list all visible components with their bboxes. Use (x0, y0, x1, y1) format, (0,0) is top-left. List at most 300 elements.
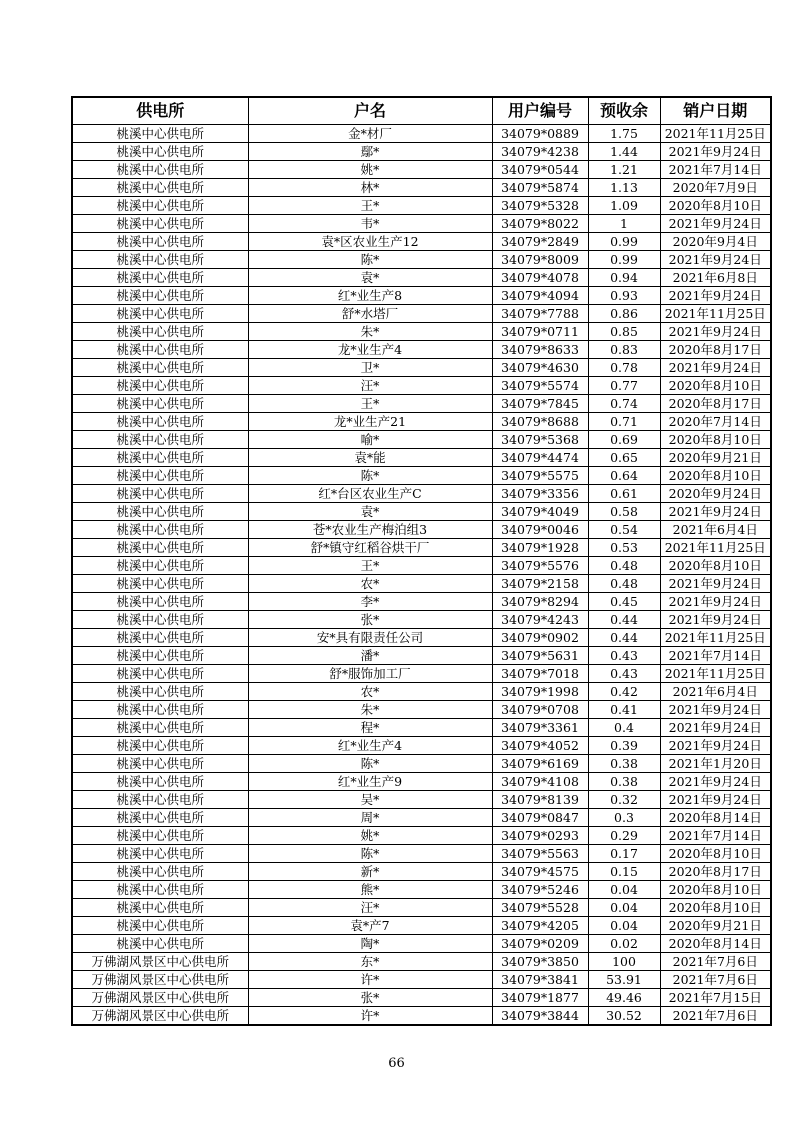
cell-closure-date: 2021年7月6日 (660, 1007, 771, 1026)
cell-prepaid-balance: 1 (588, 215, 660, 233)
table-row (72, 413, 771, 431)
cell-account-id: 34079*6169 (492, 755, 588, 773)
cell-prepaid-balance: 0.54 (588, 521, 660, 539)
table-body (72, 125, 771, 1026)
cell-account-name: 红*台区农业生产C (248, 485, 492, 503)
table-row (72, 593, 771, 611)
cell-account-name: 龙*业生产21 (248, 413, 492, 431)
cell-station: 桃溪中心供电所 (72, 809, 248, 827)
cell-account-name: 王* (248, 197, 492, 215)
cell-closure-date: 2020年8月17日 (660, 863, 771, 881)
cell-prepaid-balance: 0.15 (588, 863, 660, 881)
cell-prepaid-balance: 0.83 (588, 341, 660, 359)
cell-closure-date: 2021年9月24日 (660, 575, 771, 593)
cell-closure-date: 2021年7月14日 (660, 647, 771, 665)
cell-closure-date: 2021年9月24日 (660, 593, 771, 611)
cell-account-name: 袁* (248, 269, 492, 287)
table-row (72, 701, 771, 719)
cell-closure-date: 2021年9月24日 (660, 503, 771, 521)
cell-account-id: 34079*0847 (492, 809, 588, 827)
header-account-name: 户名 (248, 97, 492, 125)
cell-account-name: 安*具有限责任公司 (248, 629, 492, 647)
cell-account-id: 34079*4205 (492, 917, 588, 935)
cell-closure-date: 2020年8月17日 (660, 341, 771, 359)
cell-prepaid-balance: 0.44 (588, 629, 660, 647)
cell-account-id: 34079*8633 (492, 341, 588, 359)
cell-station: 万佛湖风景区中心供电所 (72, 971, 248, 989)
cell-station: 桃溪中心供电所 (72, 737, 248, 755)
cell-station: 桃溪中心供电所 (72, 899, 248, 917)
cell-station: 桃溪中心供电所 (72, 251, 248, 269)
cell-account-id: 34079*3361 (492, 719, 588, 737)
cell-account-id: 34079*0046 (492, 521, 588, 539)
cell-station: 桃溪中心供电所 (72, 503, 248, 521)
cell-account-id: 34079*2849 (492, 233, 588, 251)
cell-closure-date: 2021年9月24日 (660, 359, 771, 377)
cell-prepaid-balance: 0.39 (588, 737, 660, 755)
cell-account-name: 潘* (248, 647, 492, 665)
cell-account-name: 新* (248, 863, 492, 881)
cell-station: 桃溪中心供电所 (72, 431, 248, 449)
cell-closure-date: 2020年8月14日 (660, 935, 771, 953)
table-row (72, 773, 771, 791)
cell-station: 万佛湖风景区中心供电所 (72, 989, 248, 1007)
cell-station: 桃溪中心供电所 (72, 449, 248, 467)
cell-account-name: 韦* (248, 215, 492, 233)
cell-account-name: 王* (248, 395, 492, 413)
cell-prepaid-balance: 0.29 (588, 827, 660, 845)
cell-closure-date: 2020年8月10日 (660, 377, 771, 395)
table-row (72, 683, 771, 701)
cell-account-id: 34079*5631 (492, 647, 588, 665)
cell-closure-date: 2021年9月24日 (660, 611, 771, 629)
cell-closure-date: 2020年8月10日 (660, 197, 771, 215)
cell-account-name: 卫* (248, 359, 492, 377)
cell-station: 桃溪中心供电所 (72, 881, 248, 899)
cell-account-name: 李* (248, 593, 492, 611)
cell-account-id: 34079*4049 (492, 503, 588, 521)
table-row (72, 179, 771, 197)
header-prepaid-balance: 预收余 (588, 97, 660, 125)
cell-station: 桃溪中心供电所 (72, 773, 248, 791)
cell-account-id: 34079*0889 (492, 125, 588, 143)
cell-account-id: 34079*7018 (492, 665, 588, 683)
table-row (72, 791, 771, 809)
cell-closure-date: 2020年8月10日 (660, 467, 771, 485)
cell-account-name: 鄢* (248, 143, 492, 161)
table-row (72, 215, 771, 233)
cell-station: 桃溪中心供电所 (72, 917, 248, 935)
table-row (72, 557, 771, 575)
cell-prepaid-balance: 1.44 (588, 143, 660, 161)
cell-account-name: 汪* (248, 377, 492, 395)
table-row (72, 377, 771, 395)
table-row (72, 629, 771, 647)
cell-account-id: 34079*3841 (492, 971, 588, 989)
cell-account-name: 袁* (248, 503, 492, 521)
cell-account-name: 红*业生产4 (248, 737, 492, 755)
cell-station: 桃溪中心供电所 (72, 233, 248, 251)
table-row (72, 737, 771, 755)
table-row (72, 269, 771, 287)
cell-closure-date: 2021年6月4日 (660, 521, 771, 539)
table-row (72, 1007, 771, 1026)
cell-prepaid-balance: 0.44 (588, 611, 660, 629)
cell-closure-date: 2021年11月25日 (660, 665, 771, 683)
cell-station: 桃溪中心供电所 (72, 377, 248, 395)
cell-closure-date: 2021年7月6日 (660, 971, 771, 989)
cell-account-name: 农* (248, 683, 492, 701)
cell-account-name: 姚* (248, 161, 492, 179)
cell-closure-date: 2021年11月25日 (660, 629, 771, 647)
table-row (72, 431, 771, 449)
cell-account-id: 34079*3850 (492, 953, 588, 971)
cell-station: 桃溪中心供电所 (72, 665, 248, 683)
cell-station: 桃溪中心供电所 (72, 467, 248, 485)
cell-prepaid-balance: 0.93 (588, 287, 660, 305)
cell-account-name: 程* (248, 719, 492, 737)
table-row (72, 161, 771, 179)
table-row (72, 485, 771, 503)
cell-account-name: 张* (248, 989, 492, 1007)
cell-station: 桃溪中心供电所 (72, 143, 248, 161)
table-row (72, 647, 771, 665)
table-row (72, 467, 771, 485)
cell-station: 桃溪中心供电所 (72, 161, 248, 179)
cell-account-id: 34079*4078 (492, 269, 588, 287)
table-row (72, 665, 771, 683)
cell-account-name: 周* (248, 809, 492, 827)
cell-prepaid-balance: 1.13 (588, 179, 660, 197)
table-row (72, 305, 771, 323)
cell-account-name: 舒*服饰加工厂 (248, 665, 492, 683)
cell-station: 桃溪中心供电所 (72, 287, 248, 305)
cell-closure-date: 2021年11月25日 (660, 305, 771, 323)
cell-closure-date: 2020年8月10日 (660, 899, 771, 917)
cell-prepaid-balance: 1.75 (588, 125, 660, 143)
cell-account-id: 34079*0544 (492, 161, 588, 179)
cell-prepaid-balance: 0.48 (588, 575, 660, 593)
cell-prepaid-balance: 53.91 (588, 971, 660, 989)
cell-closure-date: 2020年8月10日 (660, 881, 771, 899)
cell-account-name: 王* (248, 557, 492, 575)
cell-prepaid-balance: 1.21 (588, 161, 660, 179)
table-row (72, 125, 771, 143)
cell-account-id: 34079*4108 (492, 773, 588, 791)
table-row (72, 575, 771, 593)
cell-account-id: 34079*4052 (492, 737, 588, 755)
cell-account-name: 袁*产7 (248, 917, 492, 935)
table-row (72, 197, 771, 215)
table-row (72, 863, 771, 881)
cell-prepaid-balance: 100 (588, 953, 660, 971)
cell-closure-date: 2020年9月4日 (660, 233, 771, 251)
cell-station: 桃溪中心供电所 (72, 485, 248, 503)
cell-account-id: 34079*8294 (492, 593, 588, 611)
table-row (72, 143, 771, 161)
cell-station: 桃溪中心供电所 (72, 935, 248, 953)
cell-account-id: 34079*1998 (492, 683, 588, 701)
cell-account-name: 袁*区农业生产12 (248, 233, 492, 251)
cell-account-name: 舒*水塔厂 (248, 305, 492, 323)
cell-account-name: 朱* (248, 701, 492, 719)
cell-prepaid-balance: 0.58 (588, 503, 660, 521)
cell-account-id: 34079*0708 (492, 701, 588, 719)
cell-account-name: 朱* (248, 323, 492, 341)
account-closure-table (71, 96, 772, 1026)
cell-closure-date: 2021年11月25日 (660, 125, 771, 143)
cell-closure-date: 2021年9月24日 (660, 701, 771, 719)
cell-account-name: 许* (248, 1007, 492, 1026)
cell-closure-date: 2020年8月17日 (660, 395, 771, 413)
cell-prepaid-balance: 0.85 (588, 323, 660, 341)
cell-account-id: 34079*1928 (492, 539, 588, 557)
table-row (72, 233, 771, 251)
cell-prepaid-balance: 0.45 (588, 593, 660, 611)
cell-account-name: 红*业生产9 (248, 773, 492, 791)
cell-account-id: 34079*3356 (492, 485, 588, 503)
cell-prepaid-balance: 0.99 (588, 251, 660, 269)
cell-account-name: 苍*农业生产梅泊组3 (248, 521, 492, 539)
cell-station: 桃溪中心供电所 (72, 539, 248, 557)
cell-account-id: 34079*1877 (492, 989, 588, 1007)
cell-account-id: 34079*4474 (492, 449, 588, 467)
table-row (72, 521, 771, 539)
cell-station: 万佛湖风景区中心供电所 (72, 1007, 248, 1026)
cell-closure-date: 2021年6月8日 (660, 269, 771, 287)
cell-account-id: 34079*0209 (492, 935, 588, 953)
table-row (72, 809, 771, 827)
cell-account-id: 34079*8022 (492, 215, 588, 233)
cell-closure-date: 2021年7月15日 (660, 989, 771, 1007)
cell-account-id: 34079*0711 (492, 323, 588, 341)
cell-prepaid-balance: 0.71 (588, 413, 660, 431)
cell-station: 桃溪中心供电所 (72, 755, 248, 773)
cell-account-id: 34079*5563 (492, 845, 588, 863)
cell-closure-date: 2020年8月14日 (660, 809, 771, 827)
cell-account-name: 金*材厂 (248, 125, 492, 143)
cell-station: 桃溪中心供电所 (72, 827, 248, 845)
cell-closure-date: 2021年7月14日 (660, 827, 771, 845)
cell-account-name: 熊* (248, 881, 492, 899)
cell-account-id: 34079*4575 (492, 863, 588, 881)
cell-account-name: 舒*镇守红稻谷烘干厂 (248, 539, 492, 557)
cell-prepaid-balance: 0.94 (588, 269, 660, 287)
table-row (72, 323, 771, 341)
cell-account-id: 34079*7788 (492, 305, 588, 323)
table-row (72, 881, 771, 899)
cell-closure-date: 2020年9月21日 (660, 917, 771, 935)
cell-prepaid-balance: 0.38 (588, 755, 660, 773)
cell-account-id: 34079*5874 (492, 179, 588, 197)
cell-prepaid-balance: 30.52 (588, 1007, 660, 1026)
table-row (72, 359, 771, 377)
cell-station: 桃溪中心供电所 (72, 611, 248, 629)
cell-account-name: 喻* (248, 431, 492, 449)
cell-account-name: 许* (248, 971, 492, 989)
cell-prepaid-balance: 0.41 (588, 701, 660, 719)
table-row (72, 989, 771, 1007)
cell-prepaid-balance: 0.17 (588, 845, 660, 863)
cell-closure-date: 2020年7月14日 (660, 413, 771, 431)
cell-account-id: 34079*5574 (492, 377, 588, 395)
table-row (72, 899, 771, 917)
cell-prepaid-balance: 0.65 (588, 449, 660, 467)
cell-station: 桃溪中心供电所 (72, 413, 248, 431)
cell-account-id: 34079*4243 (492, 611, 588, 629)
cell-closure-date: 2021年9月24日 (660, 143, 771, 161)
cell-prepaid-balance: 0.3 (588, 809, 660, 827)
cell-prepaid-balance: 0.53 (588, 539, 660, 557)
cell-prepaid-balance: 0.78 (588, 359, 660, 377)
page-number: 66 (388, 1056, 405, 1071)
cell-account-name: 陈* (248, 251, 492, 269)
cell-closure-date: 2020年8月10日 (660, 431, 771, 449)
cell-station: 桃溪中心供电所 (72, 359, 248, 377)
cell-prepaid-balance: 0.99 (588, 233, 660, 251)
cell-prepaid-balance: 0.4 (588, 719, 660, 737)
cell-prepaid-balance: 0.04 (588, 899, 660, 917)
cell-account-id: 34079*8139 (492, 791, 588, 809)
cell-prepaid-balance: 0.69 (588, 431, 660, 449)
cell-station: 桃溪中心供电所 (72, 323, 248, 341)
cell-account-id: 34079*5368 (492, 431, 588, 449)
header-closure-date: 销户日期 (660, 97, 771, 125)
table-row (72, 287, 771, 305)
table-row (72, 953, 771, 971)
cell-closure-date: 2021年1月20日 (660, 755, 771, 773)
cell-station: 桃溪中心供电所 (72, 125, 248, 143)
cell-station: 桃溪中心供电所 (72, 305, 248, 323)
cell-closure-date: 2021年9月24日 (660, 737, 771, 755)
cell-closure-date: 2021年9月24日 (660, 773, 771, 791)
cell-station: 桃溪中心供电所 (72, 395, 248, 413)
cell-prepaid-balance: 0.32 (588, 791, 660, 809)
cell-account-name: 吴* (248, 791, 492, 809)
header-station: 供电所 (72, 97, 248, 125)
cell-account-id: 34079*5576 (492, 557, 588, 575)
cell-station: 桃溪中心供电所 (72, 269, 248, 287)
cell-closure-date: 2021年9月24日 (660, 719, 771, 737)
cell-account-name: 林* (248, 179, 492, 197)
cell-prepaid-balance: 0.61 (588, 485, 660, 503)
cell-prepaid-balance: 0.86 (588, 305, 660, 323)
cell-account-id: 34079*0902 (492, 629, 588, 647)
table-row (72, 935, 771, 953)
cell-account-name: 陈* (248, 845, 492, 863)
cell-station: 桃溪中心供电所 (72, 179, 248, 197)
cell-prepaid-balance: 0.43 (588, 665, 660, 683)
cell-account-name: 东* (248, 953, 492, 971)
table-row (72, 755, 771, 773)
cell-prepaid-balance: 0.04 (588, 881, 660, 899)
cell-prepaid-balance: 0.02 (588, 935, 660, 953)
cell-closure-date: 2021年7月6日 (660, 953, 771, 971)
cell-prepaid-balance: 0.74 (588, 395, 660, 413)
cell-account-id: 34079*7845 (492, 395, 588, 413)
cell-account-name: 袁*能 (248, 449, 492, 467)
cell-account-name: 姚* (248, 827, 492, 845)
cell-prepaid-balance: 0.43 (588, 647, 660, 665)
table-row (72, 917, 771, 935)
cell-prepaid-balance: 0.38 (588, 773, 660, 791)
cell-account-id: 34079*2158 (492, 575, 588, 593)
table-row (72, 719, 771, 737)
cell-closure-date: 2021年9月24日 (660, 215, 771, 233)
cell-closure-date: 2021年11月25日 (660, 539, 771, 557)
cell-closure-date: 2021年7月14日 (660, 161, 771, 179)
cell-station: 万佛湖风景区中心供电所 (72, 953, 248, 971)
cell-station: 桃溪中心供电所 (72, 647, 248, 665)
cell-station: 桃溪中心供电所 (72, 845, 248, 863)
table-row (72, 611, 771, 629)
cell-closure-date: 2020年8月10日 (660, 557, 771, 575)
header-row (72, 97, 771, 125)
cell-closure-date: 2021年9月24日 (660, 323, 771, 341)
cell-account-name: 农* (248, 575, 492, 593)
cell-account-name: 陶* (248, 935, 492, 953)
cell-account-name: 陈* (248, 467, 492, 485)
table-row (72, 827, 771, 845)
cell-closure-date: 2020年9月21日 (660, 449, 771, 467)
cell-account-id: 34079*4238 (492, 143, 588, 161)
table-row (72, 251, 771, 269)
cell-prepaid-balance: 49.46 (588, 989, 660, 1007)
cell-station: 桃溪中心供电所 (72, 575, 248, 593)
cell-account-id: 34079*0293 (492, 827, 588, 845)
cell-account-name: 张* (248, 611, 492, 629)
table-header (72, 97, 771, 125)
cell-station: 桃溪中心供电所 (72, 701, 248, 719)
cell-station: 桃溪中心供电所 (72, 629, 248, 647)
cell-closure-date: 2021年9月24日 (660, 791, 771, 809)
table-row (72, 845, 771, 863)
cell-closure-date: 2020年7月9日 (660, 179, 771, 197)
cell-station: 桃溪中心供电所 (72, 863, 248, 881)
cell-station: 桃溪中心供电所 (72, 521, 248, 539)
cell-station: 桃溪中心供电所 (72, 593, 248, 611)
cell-account-id: 34079*8009 (492, 251, 588, 269)
cell-prepaid-balance: 0.77 (588, 377, 660, 395)
cell-prepaid-balance: 0.48 (588, 557, 660, 575)
cell-station: 桃溪中心供电所 (72, 719, 248, 737)
table-row (72, 341, 771, 359)
cell-account-name: 红*业生产8 (248, 287, 492, 305)
cell-account-id: 34079*8688 (492, 413, 588, 431)
table-row (72, 503, 771, 521)
header-account-id: 用户编号 (492, 97, 588, 125)
cell-station: 桃溪中心供电所 (72, 683, 248, 701)
cell-prepaid-balance: 0.42 (588, 683, 660, 701)
cell-station: 桃溪中心供电所 (72, 215, 248, 233)
table-row (72, 971, 771, 989)
cell-account-name: 龙*业生产4 (248, 341, 492, 359)
table-row (72, 539, 771, 557)
cell-account-name: 汪* (248, 899, 492, 917)
table-row (72, 449, 771, 467)
cell-prepaid-balance: 0.64 (588, 467, 660, 485)
cell-station: 桃溪中心供电所 (72, 341, 248, 359)
cell-account-id: 34079*4630 (492, 359, 588, 377)
cell-station: 桃溪中心供电所 (72, 557, 248, 575)
cell-prepaid-balance: 1.09 (588, 197, 660, 215)
cell-prepaid-balance: 0.04 (588, 917, 660, 935)
cell-account-id: 34079*5328 (492, 197, 588, 215)
cell-closure-date: 2021年6月4日 (660, 683, 771, 701)
cell-closure-date: 2021年9月24日 (660, 251, 771, 269)
cell-station: 桃溪中心供电所 (72, 197, 248, 215)
cell-account-id: 34079*3844 (492, 1007, 588, 1026)
